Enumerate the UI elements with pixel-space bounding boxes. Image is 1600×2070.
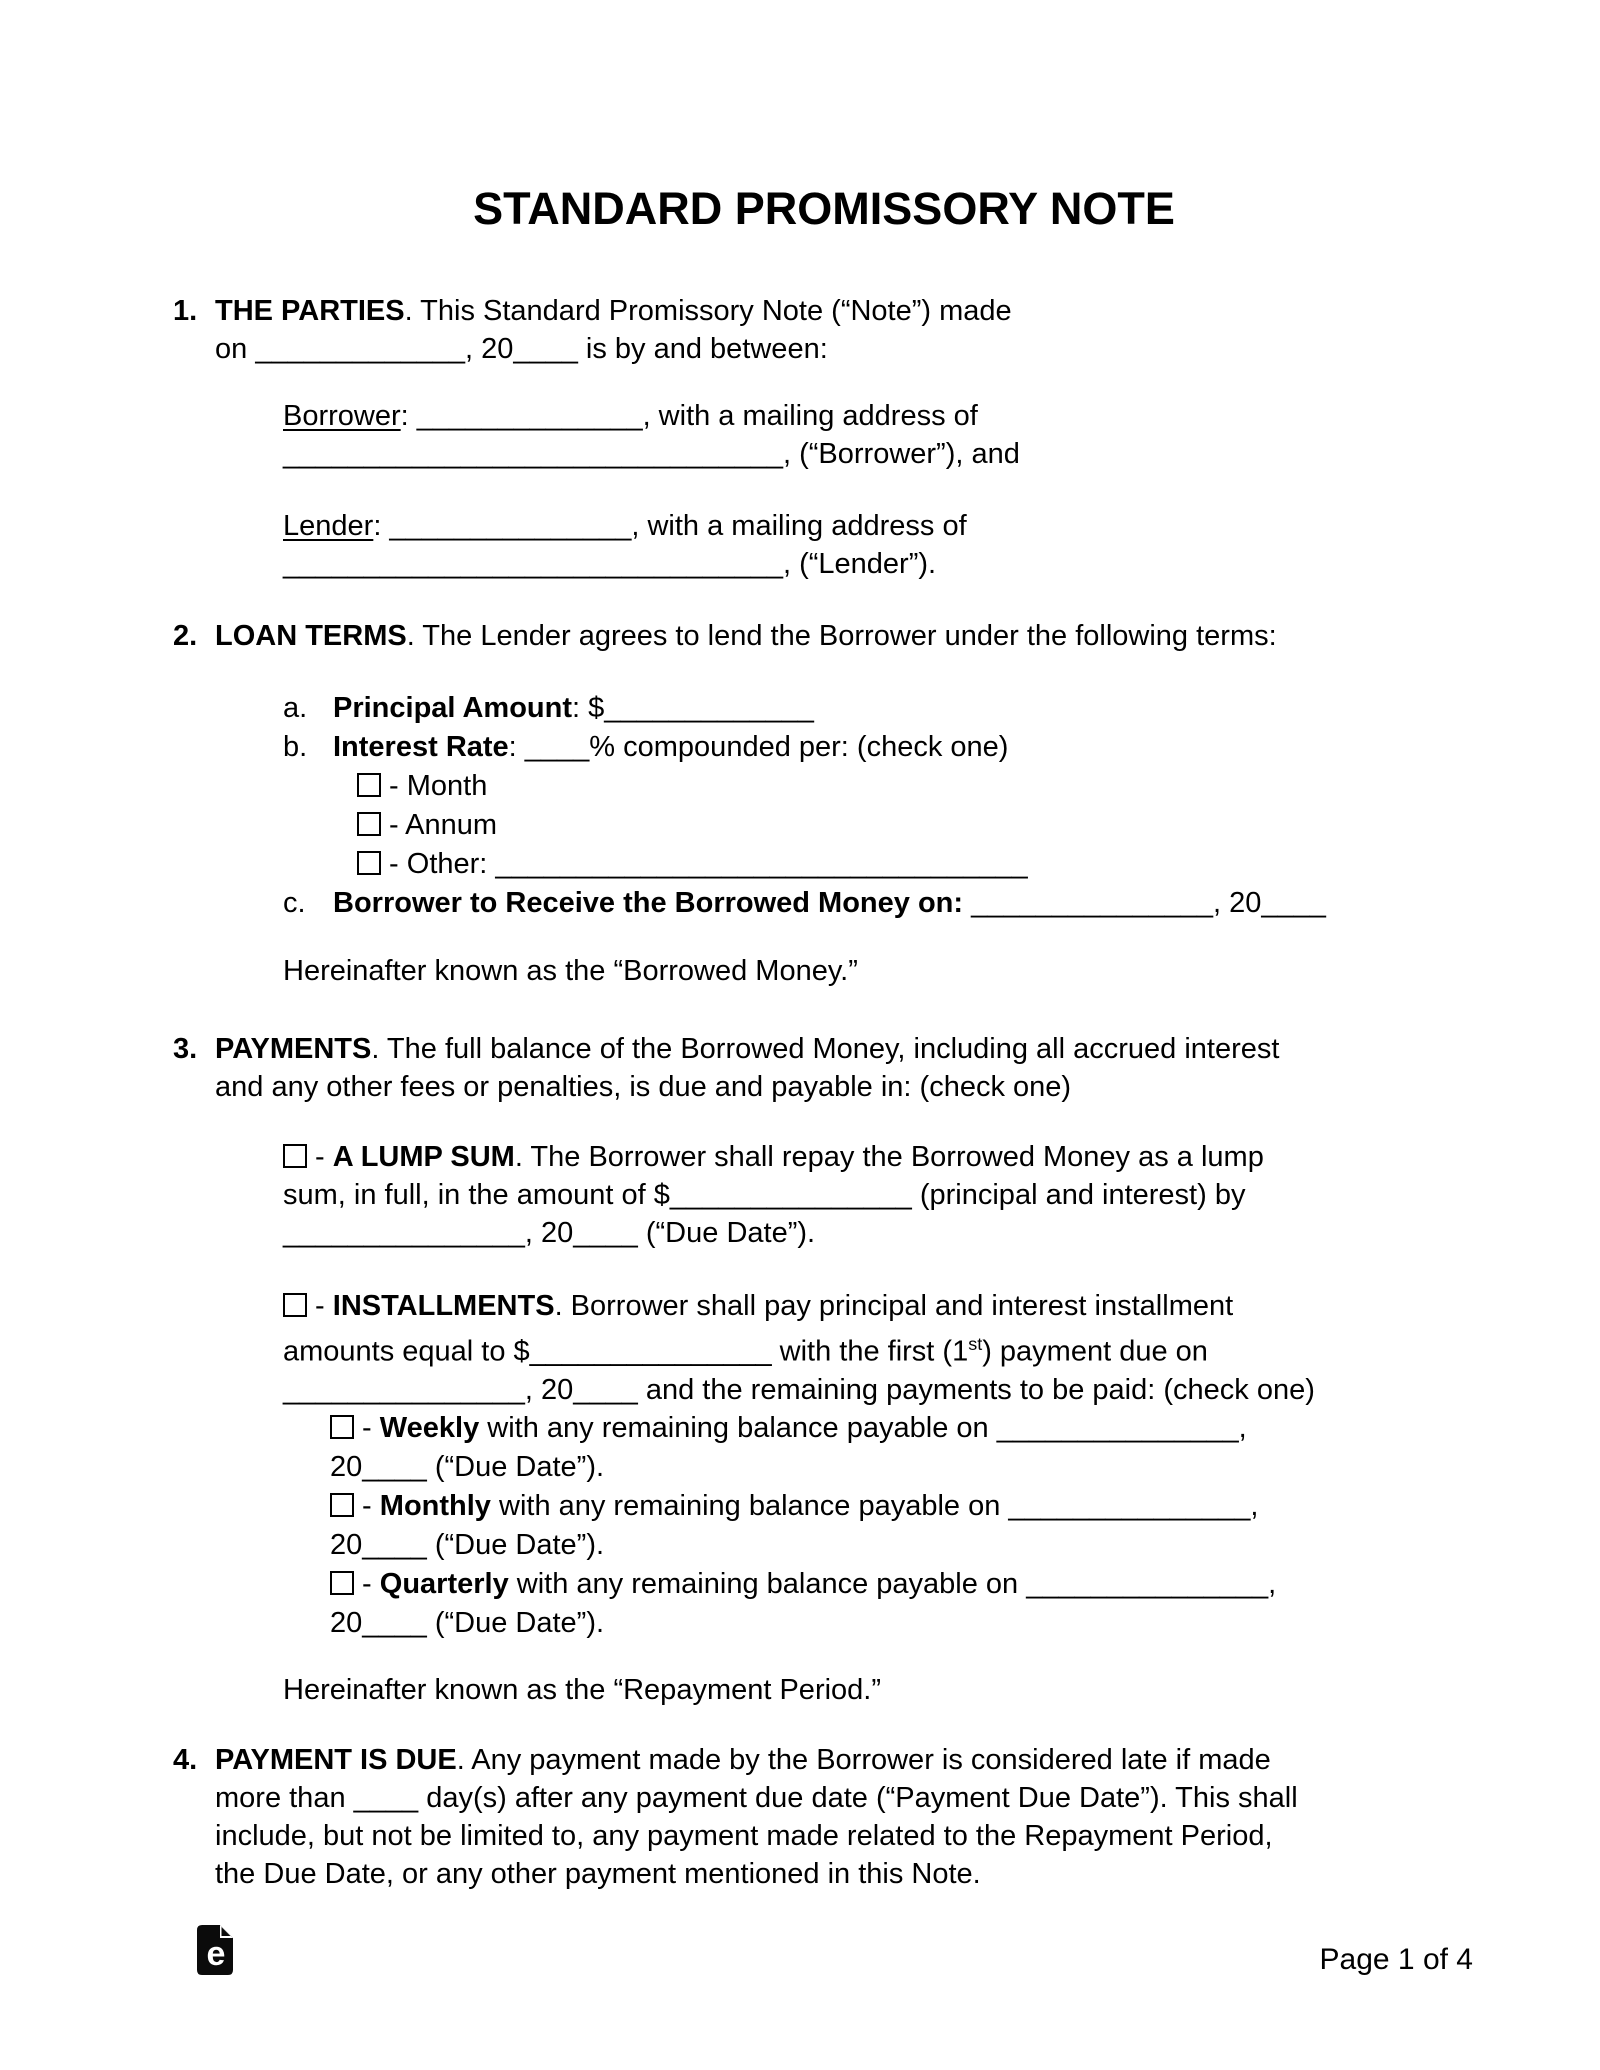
text-run: A LUMP SUM	[332, 1141, 515, 1173]
text-run: _______________, 20____ and the remaining payments to be paid: (check one)	[283, 1373, 1315, 1406]
list-letter: b.	[283, 731, 308, 763]
text-run: sum, in full, in the amount of $_______________ (principal and interest) by	[283, 1179, 1246, 1211]
section-body	[215, 292, 1012, 368]
text-run: Lender	[283, 510, 374, 542]
text-run: Borrower to Receive the Borrowed Money on:	[333, 887, 964, 919]
logo-letter: e	[206, 1935, 226, 1973]
section-3-payments	[173, 1030, 1475, 1106]
option-row-other	[357, 845, 1475, 884]
text-run: INSTALLMENTS	[332, 1290, 555, 1322]
section-number: 3.	[173, 1033, 198, 1065]
text-line	[283, 1371, 1475, 1409]
text-run: -	[354, 1567, 380, 1600]
text-line	[381, 848, 1028, 880]
text-run: PAYMENTS	[215, 1033, 372, 1065]
text-line	[283, 435, 1475, 473]
text-line	[283, 1138, 1475, 1176]
checkbox-installments[interactable]	[283, 1293, 307, 1317]
text-run: Monthly	[379, 1489, 491, 1522]
text-run: -	[354, 1411, 380, 1444]
text-run: -	[354, 1489, 380, 1522]
section-4-payment-is-due	[173, 1741, 1475, 1893]
text-run: . The full balance of the Borrowed Money, including all accrued interest	[371, 1033, 1280, 1065]
list-item-interest-rate	[283, 728, 1475, 767]
loan-terms-list	[173, 689, 1475, 923]
checkbox-monthly[interactable]	[330, 1493, 354, 1517]
installments-paragraph	[283, 1287, 1475, 1409]
checkbox-annum[interactable]	[357, 812, 381, 836]
borrower-paragraph	[283, 397, 1475, 473]
text-line	[307, 1290, 1233, 1322]
text-line	[283, 1325, 1475, 1371]
text-line	[215, 1741, 1298, 1779]
page-number: Page 1 of 4	[1319, 1943, 1473, 1976]
text-line	[330, 1487, 1475, 1526]
text-line	[330, 1604, 1475, 1643]
text-line	[330, 1526, 1475, 1565]
text-run: the Due Date, or any other payment mentioned in this Note.	[215, 1857, 981, 1890]
text-line	[330, 1448, 1475, 1487]
text-run: 20____ (“Due Date”).	[330, 1606, 605, 1639]
text-run: . Borrower shall pay principal and interest installment	[554, 1290, 1234, 1322]
text-line	[283, 1287, 1475, 1325]
text-line	[283, 1176, 1475, 1214]
text-run: Interest Rate	[333, 731, 509, 763]
text-line	[215, 1030, 1279, 1068]
text-line	[215, 617, 1277, 655]
text-run: -	[307, 1290, 333, 1322]
text-run: _______________, 20____ (“Due Date”).	[283, 1217, 816, 1249]
quarterly-option	[330, 1565, 1475, 1643]
text-line	[333, 689, 814, 728]
text-run: Hereinafter known as the “Repayment Period.”	[283, 1673, 882, 1706]
text-line	[283, 952, 1475, 990]
text-run: : _______________, with a mailing address of	[373, 510, 967, 542]
document-title: STANDARD PROMISSORY NOTE	[473, 183, 1175, 234]
text-run: amounts equal to $_______________ with the first (1	[283, 1335, 969, 1368]
checkbox-lump-sum[interactable]	[283, 1144, 307, 1168]
text-run: 20____ (“Due Date”).	[330, 1528, 605, 1561]
lump-sum-paragraph	[283, 1138, 1475, 1252]
text-line	[381, 770, 487, 802]
text-run: : ____% compounded per: (check one)	[508, 731, 1009, 763]
checkbox-weekly[interactable]	[330, 1415, 354, 1439]
option-row-annum	[357, 806, 1475, 845]
text-line	[354, 1412, 1247, 1444]
list-item-receive-money	[283, 884, 1475, 923]
section-number: 4.	[173, 1743, 198, 1776]
checkbox-quarterly[interactable]	[330, 1571, 354, 1595]
section-2-loan-terms	[173, 617, 1475, 655]
text-line	[283, 1671, 1475, 1709]
text-line	[330, 1409, 1475, 1448]
text-line	[333, 728, 1008, 767]
text-line	[215, 292, 1012, 330]
text-run: - Month	[381, 770, 488, 802]
text-run: . The Borrower shall repay the Borrowed Money as a lump	[514, 1141, 1264, 1173]
section-number: 2.	[173, 620, 198, 652]
text-run: Borrower	[283, 400, 401, 432]
text-line	[354, 1568, 1276, 1600]
text-run: _______________________________, (“Borrower”), and	[283, 438, 1020, 470]
text-line	[354, 1490, 1258, 1522]
text-line	[333, 884, 1326, 923]
text-line	[283, 545, 1475, 583]
text-run: _______________________________, (“Lender”).	[283, 548, 937, 580]
text-run: - Annum	[381, 809, 498, 841]
text-run: _______________, 20____	[963, 887, 1326, 919]
text-line	[215, 1068, 1279, 1106]
text-line	[307, 1141, 1264, 1173]
eforms-logo	[197, 1925, 233, 1983]
text-run: Hereinafter known as the “Borrowed Money.”	[283, 955, 858, 987]
text-run: -	[307, 1141, 333, 1173]
list-letter: c.	[283, 887, 306, 919]
list-letter: a.	[283, 692, 308, 724]
text-run: . Any payment made by the Borrower is considered late if made	[456, 1743, 1271, 1776]
text-line	[283, 397, 1475, 435]
text-run: and any other fees or penalties, is due and payable in: (check one)	[215, 1071, 1072, 1103]
text-line	[381, 809, 497, 841]
weekly-option	[330, 1409, 1475, 1487]
text-run: more than ____ day(s) after any payment due date (“Payment Due Date”). This shall	[215, 1781, 1298, 1814]
section-1-the-parties	[173, 292, 1475, 368]
text-run: with any remaining balance payable on _______________,	[479, 1411, 1247, 1444]
text-run: - Other: _________________________________	[381, 848, 1028, 880]
text-run: LOAN TERMS	[215, 620, 407, 652]
text-line	[330, 1565, 1475, 1604]
checkbox-month[interactable]	[357, 773, 381, 797]
section-body	[215, 1030, 1279, 1106]
text-line	[215, 1779, 1298, 1817]
option-row-month	[357, 767, 1475, 806]
section-number: 1.	[173, 295, 198, 327]
list-item-principal-amount	[283, 689, 1475, 728]
text-run: 20____ (“Due Date”).	[330, 1450, 605, 1483]
installments-group	[173, 1287, 1475, 1643]
text-line	[215, 1855, 1298, 1893]
text-line	[283, 507, 1475, 545]
repayment-period-note	[283, 1671, 1475, 1709]
lender-paragraph	[283, 507, 1475, 583]
section-body	[215, 1741, 1298, 1893]
text-run: st	[968, 1334, 983, 1354]
text-run: . The Lender agrees to lend the Borrower under the following terms:	[406, 620, 1277, 652]
document-icon	[197, 1925, 233, 1975]
text-run: Quarterly	[379, 1567, 509, 1600]
text-run: ) payment due on	[982, 1335, 1208, 1368]
text-run: : $_____________	[572, 692, 814, 724]
text-run: include, but not be limited to, any payment made related to the Repayment Period,	[215, 1819, 1273, 1852]
text-run: Principal Amount	[333, 692, 572, 724]
text-run: THE PARTIES	[215, 295, 405, 327]
checkbox-other[interactable]	[357, 851, 381, 875]
text-run: on _____________, 20____ is by and between:	[215, 333, 828, 365]
text-run: with any remaining balance payable on _______________,	[490, 1489, 1259, 1522]
text-run: : ______________, with a mailing address of	[400, 400, 978, 432]
text-line	[215, 330, 1012, 368]
monthly-option	[330, 1487, 1475, 1565]
section-body	[215, 617, 1277, 655]
text-run: . This Standard Promissory Note (“Note”) made	[404, 295, 1012, 327]
text-run: with any remaining balance payable on _______________,	[508, 1567, 1277, 1600]
text-run: PAYMENT IS DUE	[215, 1743, 457, 1776]
text-line	[215, 1817, 1298, 1855]
text-run: Weekly	[379, 1411, 480, 1444]
borrowed-money-note	[283, 952, 1475, 990]
text-line	[283, 1214, 1475, 1252]
